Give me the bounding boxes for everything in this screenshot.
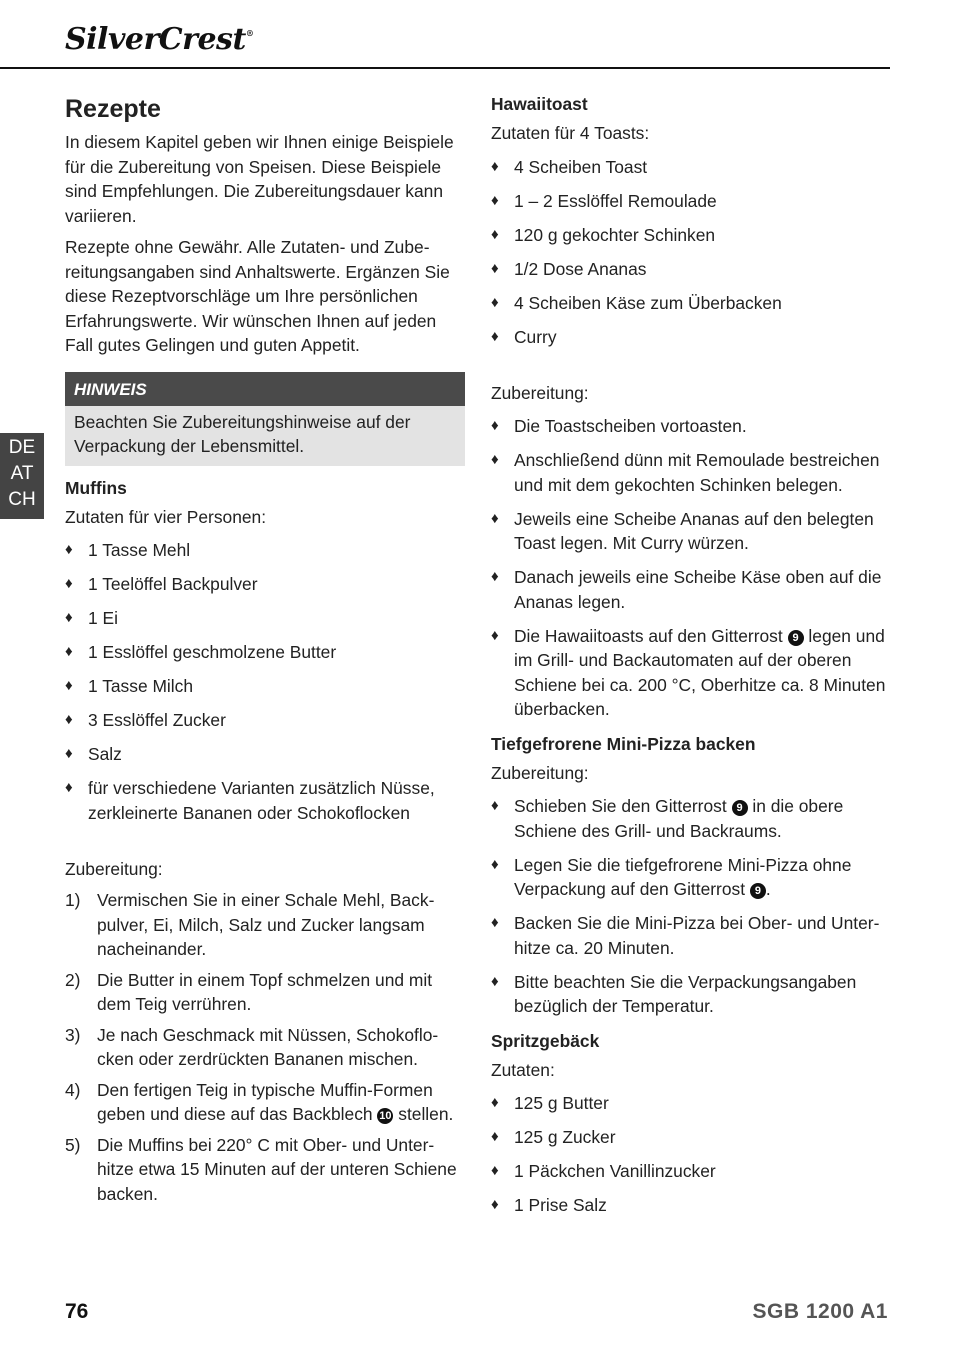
prep-intro: Zubereitung:	[491, 762, 589, 783]
right-column	[491, 92, 891, 1227]
left-column	[65, 88, 465, 1212]
hawaii-steps-list	[491, 414, 891, 722]
list-item: ♦ 1 Ei	[65, 606, 465, 631]
diamond-bullet-icon: ♦	[65, 541, 73, 558]
lang-ch: CH	[8, 489, 36, 510]
diamond-bullet-icon: ♦	[65, 643, 73, 660]
diamond-bullet-icon: ♦	[491, 1094, 499, 1111]
intro-paragraph: Rezepte ohne Gewähr. Alle Zutaten- und Zubereitungsangaben sind Anhaltswerte. Ergänzen Sie diese Rezeptvorschläge um Ihre persönlichen Erfahrungswerte. Wir wünschen Ihnen auf jeden Fall gutes Gelingen und guten Appetit.	[65, 237, 450, 355]
diamond-bullet-icon: ♦	[491, 568, 499, 585]
list-item: ♦ Die Hawaiitoasts auf den Gitterrost 9 legen und im Grill- und Backautomaten auf der oberen Schiene bei ca. 200 °C, Oberhitze ca. 8 Minuten überbacken.	[491, 625, 886, 719]
prep-intro: Zubereitung:	[491, 382, 589, 403]
diamond-bullet-icon: ♦	[491, 157, 499, 175]
diamond-bullet-icon: ♦	[491, 914, 499, 931]
list-item: 4) Den fertigen Teig in typische Muffin-Formen geben und diese auf das Backblech 10 stellen.	[65, 1079, 454, 1124]
lang-at: AT	[10, 463, 34, 484]
list-item: ♦ Anschließend dünn mit Remoulade bestreichen und mit dem gekochten Schinken belegen.	[491, 450, 880, 495]
note-heading: HINWEIS	[65, 372, 465, 406]
diamond-bullet-icon: ♦	[491, 1196, 499, 1213]
spritz-ingredients-list	[491, 1091, 891, 1218]
list-item: ♦ 125 g Zucker	[491, 1125, 891, 1150]
section-heading-pizza: Tiefgefrorene Mini-Pizza backen	[491, 733, 756, 754]
diamond-bullet-icon: ♦	[491, 259, 499, 277]
diamond-bullet-icon: ♦	[491, 191, 499, 209]
note-text: Beachten Sie Zubereitungshinweise auf der Verpackung der Lebensmittel.	[65, 406, 465, 466]
list-item: ♦ 4 Scheiben Käse zum Überbacken	[491, 291, 891, 316]
list-item: ♦ 1/2 Dose Ananas	[491, 257, 891, 282]
model-number: SGB 1200 A1	[752, 1300, 888, 1323]
list-item: ♦ 120 g gekochter Schinken	[491, 223, 891, 248]
part-number-badge: 9	[750, 883, 766, 899]
list-item: ♦ Curry	[491, 325, 891, 350]
page-number: 76	[65, 1300, 89, 1323]
list-item: ♦ Backen Sie die Mini-Pizza bei Ober- und Unterhitze ca. 20 Minuten.	[491, 913, 880, 958]
intro-paragraph: In diesem Kapitel geben wir Ihnen einige Beispiele für die Zubereitung von Speisen. Diese Beispiele sind Empfehlungen. Die Zubereitungsdauer kann variieren.	[65, 132, 454, 226]
list-item: ♦ Salz	[65, 742, 465, 767]
list-item: ♦ Die Toastscheiben vortoasten.	[491, 414, 891, 439]
diamond-bullet-icon: ♦	[491, 1162, 499, 1179]
list-item: ♦ Danach jeweils eine Scheibe Käse oben auf die Ananas legen.	[491, 567, 882, 612]
ingredients-intro: Zutaten:	[491, 1059, 555, 1080]
diamond-bullet-icon: ♦	[65, 609, 73, 626]
muffins-ingredients-list	[65, 538, 465, 825]
list-item: 5) Die Muffins bei 220° C mit Ober- und Unterhitze etwa 15 Minuten auf der unteren Schiene backen.	[65, 1134, 457, 1204]
list-item: ♦ 4 Scheiben Toast	[491, 155, 891, 180]
list-item: ♦ 1 – 2 Esslöffel Remoulade	[491, 189, 891, 214]
part-number-badge: 9	[788, 630, 804, 646]
section-heading-hawaii: Hawaiitoast	[491, 94, 588, 114]
brand-logo: SilverCrest®	[65, 22, 254, 57]
header-rule	[0, 67, 890, 69]
list-item: ♦ Schieben Sie den Gitterrost 9 in die obere Schiene des Grill- und Backraums.	[491, 796, 844, 841]
ingredients-intro: Zutaten für vier Personen:	[65, 506, 267, 527]
list-item: ♦ 1 Tasse Mehl	[65, 538, 465, 563]
diamond-bullet-icon: ♦	[65, 779, 73, 796]
section-heading-muffins: Muffins	[65, 477, 127, 498]
lang-de: DE	[8, 437, 36, 458]
section-heading-spritz: Spritzgebäck	[491, 1030, 600, 1051]
part-number-badge: 10	[379, 1110, 392, 1122]
diamond-bullet-icon: ♦	[491, 972, 499, 990]
list-item: ♦ 1 Teelöffel Backpulver	[65, 572, 465, 597]
list-item: 2) Die Butter in einem Topf schmelzen und mit dem Teig verrühren.	[65, 969, 433, 1014]
diamond-bullet-icon: ♦	[491, 509, 499, 527]
diamond-bullet-icon: ♦	[65, 575, 73, 592]
diamond-bullet-icon: ♦	[491, 293, 499, 311]
ingredients-intro: Zutaten für 4 Toasts:	[491, 123, 650, 143]
diamond-bullet-icon: ♦	[491, 451, 499, 468]
list-item: ♦ 1 Päckchen Vanillinzucker	[491, 1159, 891, 1184]
prep-intro: Zubereitung:	[65, 858, 163, 879]
list-item: ♦ Bitte beachten Sie die Verpackungsangaben bezüglich der Temperatur.	[491, 971, 857, 1016]
diamond-bullet-icon: ♦	[65, 677, 73, 694]
list-item: ♦ 1 Prise Salz	[491, 1193, 891, 1218]
diamond-bullet-icon: ♦	[491, 797, 499, 814]
diamond-bullet-icon: ♦	[491, 626, 499, 644]
diamond-bullet-icon: ♦	[491, 855, 499, 873]
note-box	[65, 372, 465, 466]
diamond-bullet-icon: ♦	[491, 1128, 499, 1145]
page-title: Rezepte	[65, 95, 161, 123]
list-item: 1) Vermischen Sie in einer Schale Mehl, Backpulver, Ei, Milch, Salz und Zucker langsam nacheinander.	[65, 890, 435, 959]
list-item: ♦ 3 Esslöffel Zucker	[65, 708, 465, 733]
diamond-bullet-icon: ♦	[65, 745, 73, 762]
list-item: ♦ 1 Esslöffel geschmolzene Butter	[65, 640, 465, 665]
list-item: ♦ Legen Sie die tiefgefrorene Mini-Pizza ohne Verpackung auf den Gitterrost 9 .	[491, 854, 852, 899]
hawaii-ingredients-list	[491, 155, 891, 350]
pizza-steps-list	[491, 794, 891, 1019]
diamond-bullet-icon: ♦	[65, 711, 73, 728]
list-item: ♦ 125 g Butter	[491, 1091, 891, 1116]
diamond-bullet-icon: ♦	[491, 225, 499, 243]
language-tab	[0, 433, 44, 519]
diamond-bullet-icon: ♦	[491, 417, 499, 434]
part-number-badge: 9	[732, 800, 748, 816]
list-item: ♦ für verschiedene Varianten zusätzlich Nüsse, zerkleinerte Bananen oder Schokoflocken	[65, 778, 435, 823]
list-item: 3) Je nach Geschmack mit Nüssen, Schokoflocken oder zerdrückten Bananen mischen.	[65, 1024, 439, 1069]
list-item: ♦ Jeweils eine Scheibe Ananas auf den belegten Toast legen. Mit Curry würzen.	[491, 508, 874, 553]
diamond-bullet-icon: ♦	[491, 327, 499, 345]
list-item: ♦ 1 Tasse Milch	[65, 674, 465, 699]
muffins-steps-list	[65, 888, 465, 1206]
